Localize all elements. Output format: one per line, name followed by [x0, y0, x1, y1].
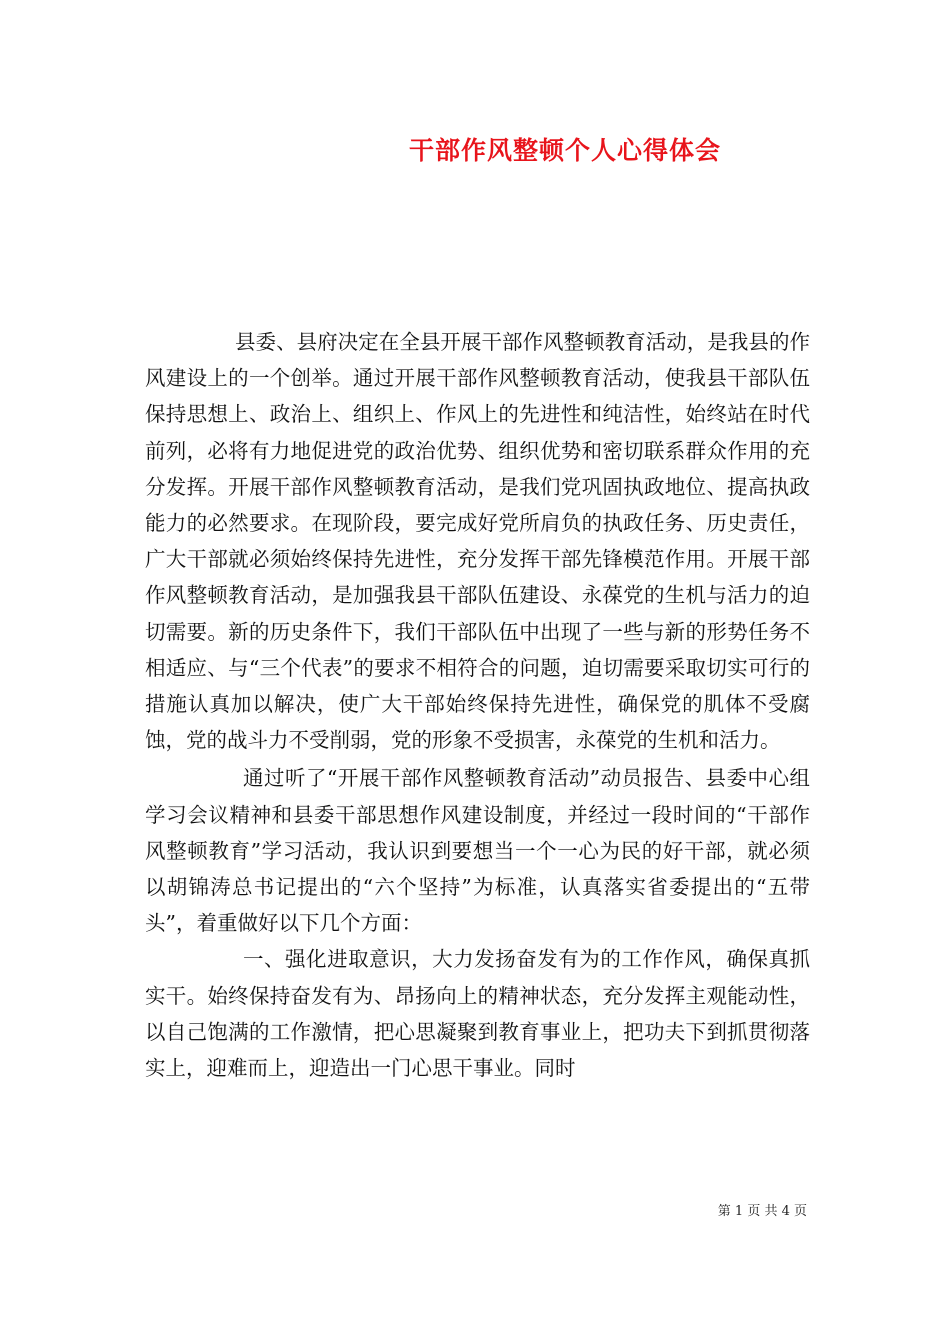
paragraph-intro: 县委、县府决定在全县开展干部作风整顿教育活动，是我县的作风建设上的一个创举。通过开展干部作风整顿教育活动，使我县干部队伍保持思想上、政治上、组织上、作风上的先进性和纯洁性，始终站在时代前列，必将有力地促进党的政治优势、组织优势和密切联系群众作用的充分发挥。开展干部作风整顿教育活动，是我们党巩固执政地位、提高执政能力的必然要求。在现阶段，要完成好党所肩负的执政任务、历史责任，广大干部就必须始终保持先进性，充分发挥干部先锋模范作用。开展干部作风整顿教育活动，是加强我县干部队伍建设、永葆党的生机与活力的迫切需要。新的历史条件下，我们干部队伍中出现了一些与新的形势任务不相适应、与“三个代表”的要求不相符合的问题，迫切需要采取切实可行的措施认真加以解决，使广大干部始终保持先进性，确保党的肌体不受腐蚀，党的战斗力不受削弱，党的形象不受损害，永葆党的生机和活力。 — [145, 330, 810, 753]
document-body — [145, 324, 810, 1086]
document-title: 干部作风整顿个人心得体会 — [408, 136, 721, 165]
paragraph-point-one: 一、强化进取意识，大力发扬奋发有为的工作作风，确保真抓实干。始终保持奋发有为、昂扬向上的精神状态，充分发挥主观能动性，以自己饱满的工作激情，把心思凝聚到教育事业上，把功夫下到抓贯彻落实上，迎难而上，迎造出一门心思干事业。同时 — [145, 947, 810, 1081]
page-number: 第 1 页 共 4 页 — [717, 1204, 807, 1219]
paragraph-study: 通过听了“开展干部作风整顿教育活动”动员报告、县委中心组学习会议精神和县委干部思想作风建设制度，并经过一段时间的“干部作风整顿教育”学习活动，我认识到要想当一个一心为民的好干部，就必须以胡锦涛总书记提出的“六个坚持”为标准，认真落实省委提出的“五带头”，着重做好以下几个方面： — [145, 766, 810, 936]
